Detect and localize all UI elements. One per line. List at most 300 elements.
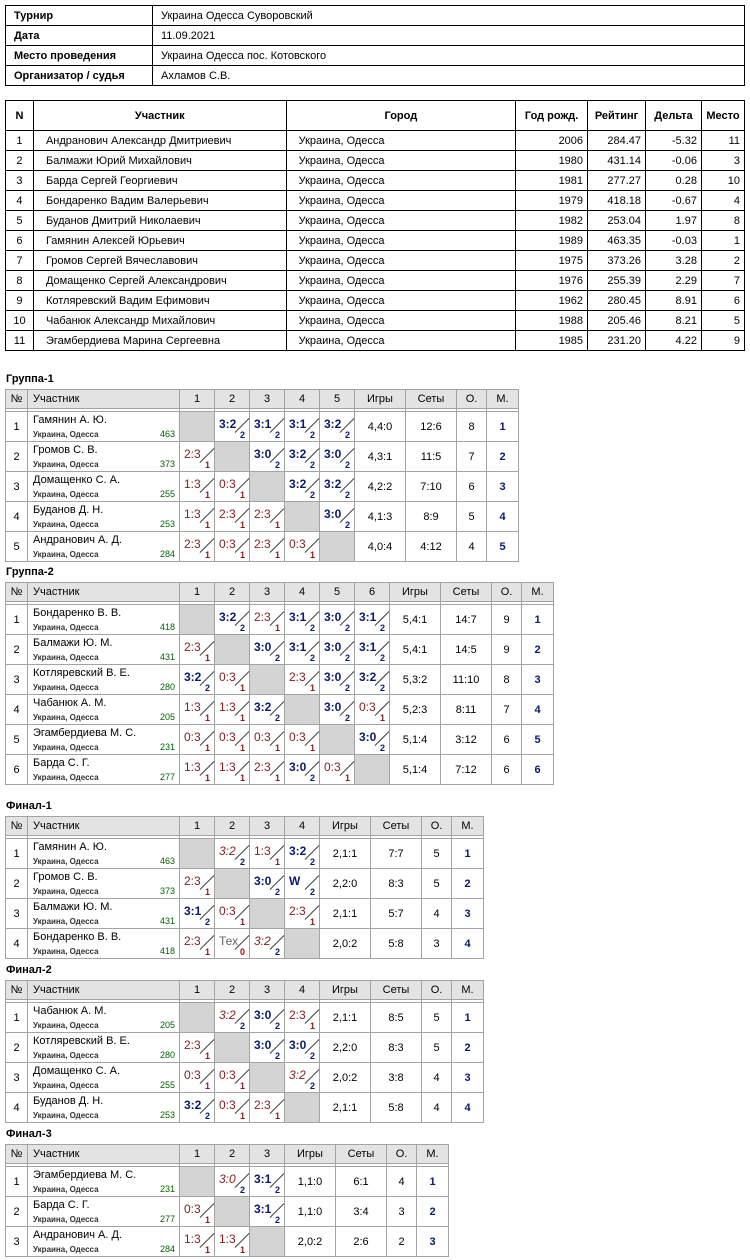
player-name: Барда С. Г. xyxy=(33,757,90,769)
player-rating: 277 xyxy=(159,772,175,782)
player-name: Балмажи Ю. М. xyxy=(33,901,113,913)
match-result-cell xyxy=(250,605,285,635)
table-cell: 1979 xyxy=(516,191,588,211)
player-place: 3 xyxy=(522,665,554,695)
match-score: 0:3 xyxy=(184,1068,201,1082)
header-opponent-number: 3 xyxy=(250,817,285,836)
player-number: 2 xyxy=(6,1197,28,1227)
player-number: 4 xyxy=(6,929,28,959)
player-points: 4 xyxy=(457,532,487,562)
match-score: W xyxy=(289,874,301,888)
player-location: Украина, Одесса xyxy=(33,490,99,499)
match-points: 2 xyxy=(309,430,315,440)
match-result-cell xyxy=(285,605,320,635)
table-cell: Барда Сергей Георгиевич xyxy=(33,171,286,191)
player-location: Украина, Одесса xyxy=(33,743,99,752)
match-points: 1 xyxy=(239,1111,245,1121)
player-cell xyxy=(28,839,180,869)
match-score: 2:3 xyxy=(289,904,306,918)
match-result-cell xyxy=(180,1197,215,1227)
player-location: Украина, Одесса xyxy=(33,430,99,439)
match-result-cell xyxy=(250,442,285,472)
header-opponent-number: 5 xyxy=(320,583,355,602)
table-cell: 9 xyxy=(6,291,34,311)
player-rating: 284 xyxy=(159,549,175,559)
header-games: Игры xyxy=(320,981,371,1000)
player-points: 9 xyxy=(492,635,522,665)
player-cell xyxy=(28,532,180,562)
match-points: 2 xyxy=(239,623,245,633)
match-result-cell xyxy=(180,1033,215,1063)
player-cell xyxy=(28,1227,180,1257)
player-rating: 373 xyxy=(159,459,175,469)
player-cell xyxy=(28,1093,180,1123)
player-place: 1 xyxy=(452,839,484,869)
header-opponent-number: 4 xyxy=(285,981,320,1000)
column-header: Участник xyxy=(33,101,286,131)
player-place: 4 xyxy=(452,929,484,959)
match-result-cell xyxy=(180,869,215,899)
player-points: 5 xyxy=(457,502,487,532)
table-cell: 1976 xyxy=(516,271,588,291)
match-score: Тех xyxy=(219,934,239,948)
match-score: 3:2 xyxy=(289,1068,306,1082)
group-table xyxy=(5,816,484,959)
table-row xyxy=(6,211,745,231)
self-match-cell xyxy=(215,442,250,472)
match-score: 3:2 xyxy=(219,844,236,858)
match-points: 1 xyxy=(204,653,210,663)
player-place: 4 xyxy=(522,695,554,725)
table-cell: 255.39 xyxy=(588,271,646,291)
match-points: 2 xyxy=(309,773,315,783)
player-cell xyxy=(28,442,180,472)
player-points: 8 xyxy=(492,665,522,695)
table-cell: -0.67 xyxy=(646,191,702,211)
match-points: 1 xyxy=(239,490,245,500)
player-rating: 255 xyxy=(159,1080,175,1090)
match-points: 2 xyxy=(344,653,350,663)
table-cell: 1980 xyxy=(516,151,588,171)
table-cell: 463.35 xyxy=(588,231,646,251)
match-points: 1 xyxy=(204,1245,210,1255)
match-result-cell xyxy=(215,502,250,532)
player-cell xyxy=(28,502,180,532)
player-rating: 463 xyxy=(159,429,175,439)
self-match-cell xyxy=(250,472,285,502)
player-name: Домащенко С. А. xyxy=(33,1065,121,1077)
table-cell: 1981 xyxy=(516,171,588,191)
player-games: 4,2:2 xyxy=(355,472,406,502)
table-cell: 10 xyxy=(701,171,744,191)
match-result-cell xyxy=(180,899,215,929)
match-result-cell xyxy=(285,1063,320,1093)
match-points: 1 xyxy=(204,1081,210,1091)
column-header: N xyxy=(6,101,34,131)
group-title: Финал-3 xyxy=(6,1128,52,1140)
match-points: 1 xyxy=(204,947,210,957)
player-games: 1,1:0 xyxy=(285,1197,336,1227)
self-match-cell xyxy=(250,1063,285,1093)
self-match-cell xyxy=(180,605,215,635)
player-number: 5 xyxy=(6,532,28,562)
match-points: 2 xyxy=(239,1185,245,1195)
group-header-row xyxy=(6,583,554,602)
player-games: 1,1:0 xyxy=(285,1167,336,1197)
header-points: О. xyxy=(422,981,452,1000)
player-name: Котляревский В. Е. xyxy=(33,1035,130,1047)
match-score: 3:0 xyxy=(324,640,342,654)
table-cell: Украина, Одесса xyxy=(286,331,516,351)
table-cell: 373.26 xyxy=(588,251,646,271)
player-cell xyxy=(28,412,180,442)
player-points: 6 xyxy=(492,755,522,785)
match-result-cell xyxy=(250,839,285,869)
match-result-cell xyxy=(180,725,215,755)
player-name: Балмажи Ю. М. xyxy=(33,637,113,649)
table-row xyxy=(6,1167,449,1197)
player-games: 5,3:2 xyxy=(390,665,441,695)
player-sets: 14:5 xyxy=(441,635,492,665)
table-cell: 3 xyxy=(701,151,744,171)
player-games: 4,0:4 xyxy=(355,532,406,562)
match-result-cell xyxy=(320,412,355,442)
table-cell: 4.22 xyxy=(646,331,702,351)
match-points: 2 xyxy=(274,887,280,897)
table-cell: 1985 xyxy=(516,331,588,351)
player-number: 2 xyxy=(6,442,28,472)
info-value: Украина Одесса Суворовский xyxy=(153,6,745,26)
match-score: 1:3 xyxy=(219,700,236,714)
group-header-row xyxy=(6,1145,449,1164)
match-score: 2:3 xyxy=(184,1038,201,1052)
match-score: 2:3 xyxy=(184,874,201,888)
player-place: 2 xyxy=(417,1197,449,1227)
player-name: Бондаренко В. В. xyxy=(33,607,122,619)
player-cell xyxy=(28,725,180,755)
match-score: 0:3 xyxy=(254,730,271,744)
header-opponent-number: 3 xyxy=(250,583,285,602)
self-match-cell xyxy=(180,839,215,869)
column-header: Год рожд. xyxy=(516,101,588,131)
player-location: Украина, Одесса xyxy=(33,653,99,662)
match-result-cell xyxy=(355,725,390,755)
player-number: 4 xyxy=(6,1093,28,1123)
group-table xyxy=(5,980,484,1123)
column-header: Дельта xyxy=(646,101,702,131)
player-name: Домащенко С. А. xyxy=(33,474,121,486)
player-rating: 231 xyxy=(159,1184,175,1194)
match-points: 2 xyxy=(204,1111,210,1121)
match-points: 1 xyxy=(274,857,280,867)
match-score: 0:3 xyxy=(184,730,201,744)
header-participant: Участник xyxy=(28,981,180,1000)
match-score: 1:3 xyxy=(184,760,201,774)
match-points: 2 xyxy=(309,887,315,897)
match-result-cell xyxy=(180,472,215,502)
match-points: 1 xyxy=(204,490,210,500)
self-match-cell xyxy=(320,725,355,755)
player-number: 3 xyxy=(6,899,28,929)
header-place: М. xyxy=(452,817,484,836)
match-result-cell xyxy=(285,532,320,562)
table-cell: Украина, Одесса xyxy=(286,171,516,191)
player-name: Буданов Д. Н. xyxy=(33,1095,104,1107)
match-points: 1 xyxy=(239,683,245,693)
player-points: 7 xyxy=(457,442,487,472)
player-place: 1 xyxy=(522,605,554,635)
header-participant: Участник xyxy=(28,390,180,409)
match-result-cell xyxy=(250,502,285,532)
header-participant: Участник xyxy=(28,583,180,602)
header-points: О. xyxy=(387,1145,417,1164)
player-cell xyxy=(28,1167,180,1197)
match-result-cell xyxy=(180,755,215,785)
header-sets: Сеты xyxy=(371,981,422,1000)
player-name: Эгамбердиева М. С. xyxy=(33,1169,137,1181)
player-points: 4 xyxy=(387,1167,417,1197)
table-row xyxy=(6,725,554,755)
match-score: 1:3 xyxy=(219,1232,236,1246)
player-sets: 8:3 xyxy=(371,869,422,899)
player-location: Украина, Одесса xyxy=(33,683,99,692)
match-result-cell xyxy=(250,1093,285,1123)
header-opponent-number: 2 xyxy=(215,817,250,836)
table-cell: 0.28 xyxy=(646,171,702,191)
match-points: 2 xyxy=(379,623,385,633)
match-score: 3:0 xyxy=(359,730,377,744)
match-points: 2 xyxy=(274,713,280,723)
match-points: 2 xyxy=(274,1021,280,1031)
match-result-cell xyxy=(285,1033,320,1063)
player-place: 2 xyxy=(487,442,519,472)
header-games: Игры xyxy=(355,390,406,409)
match-result-cell xyxy=(215,1227,250,1257)
table-cell: Чабанюк Александр Михайлович xyxy=(33,311,286,331)
table-row xyxy=(6,899,484,929)
table-row xyxy=(6,1227,449,1257)
table-cell: 1989 xyxy=(516,231,588,251)
player-points: 5 xyxy=(422,869,452,899)
match-points: 2 xyxy=(344,460,350,470)
match-points: 2 xyxy=(274,1215,280,1225)
player-points: 3 xyxy=(422,929,452,959)
match-points: 1 xyxy=(204,887,210,897)
match-score: 3:0 xyxy=(324,610,342,624)
match-points: 1 xyxy=(204,743,210,753)
match-score: 3:1 xyxy=(289,417,307,431)
table-cell: 8 xyxy=(701,211,744,231)
match-points: 1 xyxy=(239,520,245,530)
player-rating: 205 xyxy=(159,712,175,722)
match-points: 1 xyxy=(309,550,315,560)
player-number: 2 xyxy=(6,869,28,899)
player-cell xyxy=(28,695,180,725)
match-score: 3:1 xyxy=(184,904,202,918)
table-row xyxy=(6,271,745,291)
player-sets: 8:3 xyxy=(371,1033,422,1063)
match-score: 0:3 xyxy=(219,1098,236,1112)
match-points: 2 xyxy=(274,1051,280,1061)
player-points: 4 xyxy=(422,1093,452,1123)
match-score: 3:0 xyxy=(219,1172,236,1186)
match-points: 2 xyxy=(309,623,315,633)
table-row xyxy=(6,1063,484,1093)
player-points: 7 xyxy=(492,695,522,725)
header-games: Игры xyxy=(390,583,441,602)
player-cell xyxy=(28,899,180,929)
player-games: 2,1:1 xyxy=(320,1003,371,1033)
match-result-cell xyxy=(320,502,355,532)
match-points: 1 xyxy=(239,550,245,560)
player-rating: 373 xyxy=(159,886,175,896)
table-row xyxy=(6,755,554,785)
match-score: 1:3 xyxy=(254,844,271,858)
self-match-cell xyxy=(250,665,285,695)
table-cell: Украина, Одесса xyxy=(286,311,516,331)
self-match-cell xyxy=(180,412,215,442)
match-result-cell xyxy=(215,755,250,785)
player-rating: 280 xyxy=(159,1050,175,1060)
match-points: 1 xyxy=(204,460,210,470)
match-score: 1:3 xyxy=(184,477,201,491)
player-place: 5 xyxy=(522,725,554,755)
match-result-cell xyxy=(250,412,285,442)
table-row xyxy=(6,171,745,191)
match-points: 1 xyxy=(309,917,315,927)
table-row xyxy=(6,1093,484,1123)
header-opponent-number: 4 xyxy=(285,390,320,409)
match-result-cell xyxy=(285,1003,320,1033)
player-place: 2 xyxy=(452,869,484,899)
group-table xyxy=(5,1144,449,1257)
match-points: 1 xyxy=(204,1051,210,1061)
player-location: Украина, Одесса xyxy=(33,460,99,469)
match-points: 2 xyxy=(309,1081,315,1091)
header-points: О. xyxy=(457,390,487,409)
player-sets: 8:11 xyxy=(441,695,492,725)
table-row xyxy=(6,635,554,665)
player-number: 4 xyxy=(6,695,28,725)
match-score: 2:3 xyxy=(184,537,201,551)
match-points: 2 xyxy=(344,683,350,693)
player-place: 3 xyxy=(417,1227,449,1257)
player-sets: 5:7 xyxy=(371,899,422,929)
table-cell: Украина, Одесса xyxy=(286,271,516,291)
match-result-cell xyxy=(285,869,320,899)
match-points: 2 xyxy=(274,460,280,470)
player-number: 1 xyxy=(6,1003,28,1033)
match-score: 3:2 xyxy=(219,1008,236,1022)
info-label: Турнир xyxy=(6,6,153,26)
table-row xyxy=(6,1003,484,1033)
table-row xyxy=(6,311,745,331)
table-cell: 2 xyxy=(701,251,744,271)
match-result-cell xyxy=(285,725,320,755)
match-score: 2:3 xyxy=(254,610,271,624)
match-score: 3:2 xyxy=(289,477,307,491)
match-score: 3:0 xyxy=(254,447,272,461)
info-label: Организатор / судья xyxy=(6,66,153,86)
info-row xyxy=(6,26,745,46)
header-opponent-number: 1 xyxy=(180,583,215,602)
info-row xyxy=(6,6,745,26)
table-cell: 1.97 xyxy=(646,211,702,231)
match-score: 3:0 xyxy=(324,670,342,684)
match-result-cell xyxy=(285,635,320,665)
match-result-cell xyxy=(285,442,320,472)
player-number: 2 xyxy=(6,635,28,665)
player-name: Громов С. В. xyxy=(33,444,98,456)
match-result-cell xyxy=(355,605,390,635)
header-participant: Участник xyxy=(28,1145,180,1164)
header-opponent-number: 3 xyxy=(250,390,285,409)
match-score: 3:2 xyxy=(219,417,237,431)
player-games: 5,2:3 xyxy=(390,695,441,725)
table-row xyxy=(6,442,519,472)
header-opponent-number: 6 xyxy=(355,583,390,602)
match-result-cell xyxy=(180,502,215,532)
player-name: Андранович А. Д. xyxy=(33,534,122,546)
match-result-cell xyxy=(180,1063,215,1093)
table-cell: 6 xyxy=(6,231,34,251)
participants-table xyxy=(5,100,745,351)
match-score: 2:3 xyxy=(184,640,201,654)
match-score: 3:0 xyxy=(254,1008,272,1022)
self-match-cell xyxy=(285,695,320,725)
header-opponent-number: 2 xyxy=(215,1145,250,1164)
table-cell: 10 xyxy=(6,311,34,331)
match-score: 3:2 xyxy=(324,417,342,431)
player-games: 2,1:1 xyxy=(320,839,371,869)
match-score: 1:3 xyxy=(184,700,201,714)
table-row xyxy=(6,839,484,869)
match-score: 3:0 xyxy=(324,447,342,461)
info-row xyxy=(6,66,745,86)
match-points: 2 xyxy=(379,743,385,753)
table-row xyxy=(6,231,745,251)
match-score: 2:3 xyxy=(254,537,271,551)
column-header: Рейтинг xyxy=(588,101,646,131)
match-result-cell xyxy=(250,1003,285,1033)
player-location: Украина, Одесса xyxy=(33,1185,99,1194)
table-row xyxy=(6,665,554,695)
match-score: 1:3 xyxy=(219,760,236,774)
match-score: 3:1 xyxy=(289,610,307,624)
player-rating: 463 xyxy=(159,856,175,866)
table-row xyxy=(6,412,519,442)
table-cell: 1982 xyxy=(516,211,588,231)
table-cell: 11 xyxy=(6,331,34,351)
match-score: 3:1 xyxy=(254,1172,272,1186)
match-points: 1 xyxy=(204,520,210,530)
table-cell: Домащенко Сергей Александрович xyxy=(33,271,286,291)
match-points: 2 xyxy=(309,857,315,867)
match-points: 1 xyxy=(239,743,245,753)
match-points: 0 xyxy=(239,947,245,957)
match-result-cell xyxy=(250,1167,285,1197)
player-sets: 5:8 xyxy=(371,929,422,959)
match-points: 2 xyxy=(309,460,315,470)
table-cell: Украина, Одесса xyxy=(286,291,516,311)
match-score: 0:3 xyxy=(219,904,236,918)
table-cell: 1962 xyxy=(516,291,588,311)
match-points: 2 xyxy=(309,490,315,500)
table-cell: Гамянин Алексей Юрьевич xyxy=(33,231,286,251)
match-points: 2 xyxy=(344,713,350,723)
player-cell xyxy=(28,929,180,959)
table-cell: Украина, Одесса xyxy=(286,151,516,171)
